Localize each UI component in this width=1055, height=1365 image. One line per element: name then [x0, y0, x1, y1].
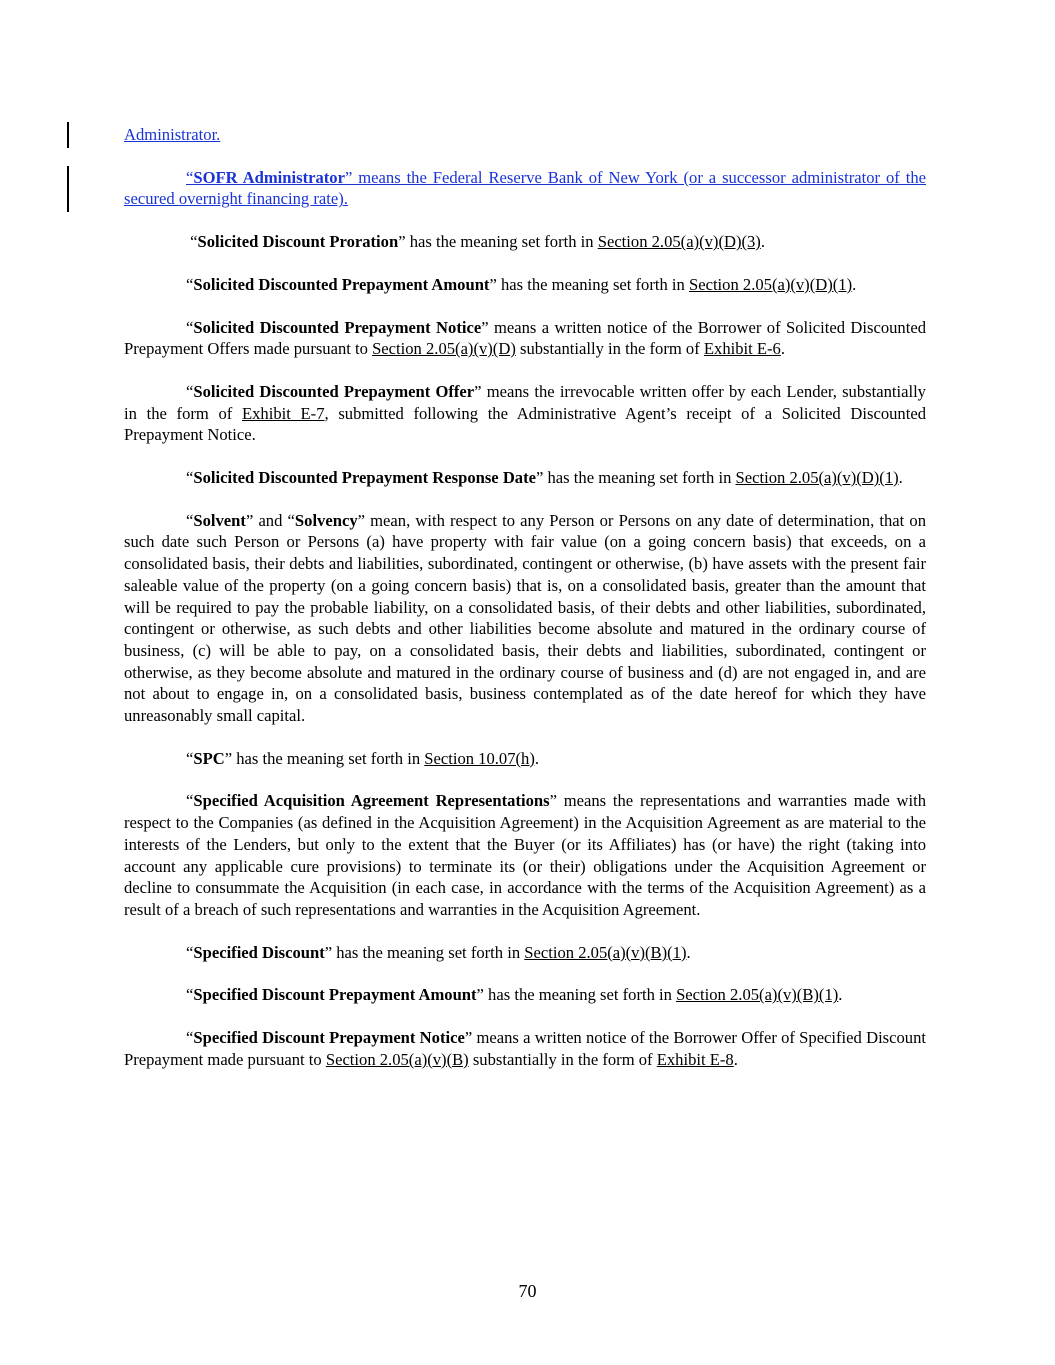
exhibit-reference: Exhibit E-6 — [703, 339, 781, 359]
defined-term: Solicited Discounted Prepayment Response Date — [193, 468, 536, 488]
definition-paragraph: “SPC” has the meaning set forth in Section 10.07(h). — [186, 748, 540, 768]
definition-paragraph: “Solicited Discount Proration” has the meaning set forth in Section 2.05(a)(v)(D)(3). — [190, 232, 765, 252]
definition-paragraph: “Solicited Discounted Prepayment Notice” means a written notice of the Borrower of Solicited Discounted Prepayment Offers made pursuant to Section 2.05(a)(v)(D) substantially in the form of Exhibit E-6. — [124, 317, 926, 359]
section-reference: Section 10.07(h) — [424, 748, 535, 768]
defined-term: Specified Acquisition Agreement Representations — [193, 791, 550, 811]
inserted-text: Administrator. — [124, 125, 221, 144]
definition-paragraph: “Solicited Discounted Prepayment Response Date” has the meaning set forth in Section 2.05(a)(v)(D)(1). — [186, 468, 903, 488]
definition-paragraph: “Solvent” and “Solvency” mean, with respect to any Person or Persons on any date of determination, that on such date such Person or Persons (a) have property with fair value (on a going concern basis) that exceeds, on a consolidated basis, their debts and liabilities, subordinated, contingent or otherwise, (b) have assets with the present fair saleable value of the property (on a going concern basis) that is, on a consolidated basis, greater than the amount that will be required to pay the probable liability, on a consolidated basis, of their debts and other liabilities, subordinated, contingent or otherwise, as such debts and other liabilities become absolute and matured in the ordinary course of business, (c) will be able to pay, on a consolidated basis, their debts and liabilities, subordinated, contingent or otherwise, as they become absolute and matured in the ordinary course of business and (d) are not engaged in, and are not about to engage in, on a consolidated basis, business contemplated as of the date hereof for which they have unreasonably small capital. — [124, 510, 926, 726]
page-number: 70 — [518, 1281, 537, 1301]
section-reference: Section 2.05(a)(v)(B)(1) — [524, 942, 687, 962]
definition-paragraph: “Specified Discount” has the meaning set forth in Section 2.05(a)(v)(B)(1). — [186, 942, 691, 962]
defined-term: Solicited Discount Proration — [197, 232, 399, 252]
defined-term: Solvency — [294, 510, 358, 530]
defined-term: SOFR Administrator — [193, 167, 345, 187]
definition-paragraph: “Specified Discount Prepayment Notice” means a written notice of the Borrower Offer of Specified Discount Prepayment made pursuant to Section 2.05(a)(v)(B) substantially in the form of Exhibit E-8. — [124, 1028, 927, 1069]
section-reference: Section 2.05(a)(v)(D) — [372, 339, 516, 359]
section-reference: Section 2.05(a)(v)(D)(3) — [597, 232, 761, 252]
change-bar — [67, 166, 69, 212]
exhibit-reference: Exhibit E-7 — [242, 403, 325, 423]
defined-term: Solicited Discounted Prepayment Amount — [193, 274, 490, 294]
definition-paragraph — [124, 124, 926, 146]
section-reference: Section 2.05(a)(v)(D)(1) — [735, 468, 899, 488]
defined-term: Specified Discount Prepayment Amount — [193, 985, 477, 1005]
exhibit-reference: Exhibit E-8 — [656, 1049, 734, 1069]
defined-term: Specified Discount Prepayment Notice — [193, 1028, 465, 1048]
defined-term: SPC — [193, 748, 225, 768]
defined-term: Solicited Discounted Prepayment Notice — [193, 317, 482, 337]
change-bar — [67, 122, 69, 148]
defined-term: Specified Discount — [193, 942, 325, 962]
definition-paragraph: “Solicited Discounted Prepayment Offer” means the irrevocable written offer by each Lender, substantially in the form of Exhibit E-7, submitted following the Administrative Agent’s receipt of a Solicited Discounted Prepayment Notice. — [124, 381, 926, 445]
definition-paragraph: “Specified Discount Prepayment Amount” has the meaning set forth in Section 2.05(a)(v)(B)(1). — [186, 985, 843, 1005]
definition-paragraph: “SOFR Administrator” means the Federal Reserve Bank of New York (or a successor administrator of the secured overnight financing rate). — [124, 167, 926, 209]
defined-term: Solicited Discounted Prepayment Offer — [193, 381, 475, 401]
definition-paragraph: “Solicited Discounted Prepayment Amount” has the meaning set forth in Section 2.05(a)(v)(D)(1). — [186, 274, 857, 294]
section-reference: Section 2.05(a)(v)(B) — [325, 1049, 469, 1069]
section-reference: Section 2.05(a)(v)(D)(1) — [688, 274, 853, 294]
defined-term: Solvent — [193, 510, 246, 530]
section-reference: Section 2.05(a)(v)(B)(1) — [676, 985, 839, 1005]
definition-paragraph: “Specified Acquisition Agreement Representations” means the representations and warranties made with respect to the Companies (as defined in the Acquisition Agreement) in the Acquisition Agreement as are material to the interests of the Lenders, but only to the extent that the Buyer (or its Affiliates) has (or have) the right (taking into account any applicable cure provisions) to terminate its (or their) obligations under the Acquisition Agreement or decline to consummate the Acquisition (in each case, in accordance with the terms of the Acquisition Agreement) as a result of a breach of such representations and warranties in the Acquisition Agreement. — [124, 791, 926, 919]
document-page — [124, 124, 926, 1092]
